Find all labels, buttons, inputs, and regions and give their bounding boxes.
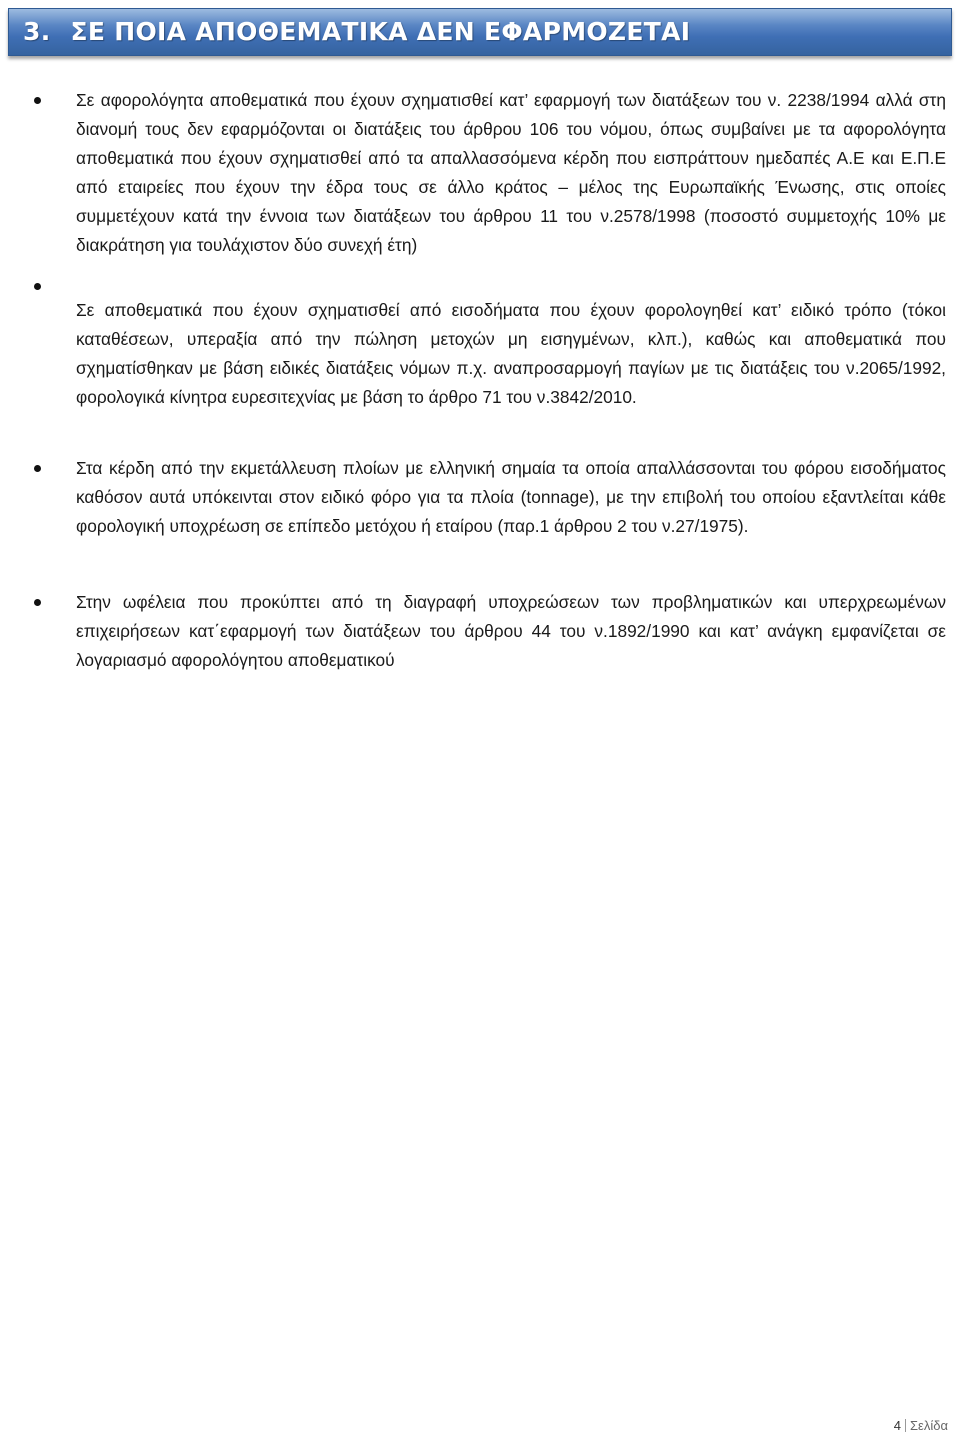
- section-title: ΣΕ ΠΟΙΑ ΑΠΟΘΕΜΑΤΙΚΑ ΔΕΝ ΕΦΑΡΜΟΖΕΤΑΙ: [70, 17, 691, 46]
- bullet-icon: [34, 465, 41, 472]
- bullet-icon: [34, 283, 41, 290]
- section-heading: [23, 17, 690, 46]
- list-item-3: Στα κέρδη από την εκμετάλλευση πλοίων με ελληνική σημαία τα οποία απαλλάσσονται του φόρου εισοδήματος καθόσον αυτά υπόκεινται στον ειδικό φόρο για τα πλοία (tonnage), με την επιβολή του οποίου εξαντλείται κάθε φορολογική υποχρέωση σε επίπεδο μετόχου ή εταίρου (παρ.1 άρθρου 2 του ν.27/1975).: [76, 458, 946, 536]
- section-heading-bar: [8, 8, 952, 56]
- list-item-2: Σε αποθεματικά που έχουν σχηματισθεί από εισοδήματα που έχουν φορολογηθεί κατ’ ειδικό τρόπο (τόκοι καταθέσεων, υπεραξία από την πώληση μετοχών μη εισηγμένων, κλπ.), καθώς και αποθεματικά που σχηματίσθηκαν με βάση ειδικές διατάξεις νόμων π.χ. αναπροσαρμογή παγίων με τις διατάξεις του ν.2065/1992, φορολογικά κίνητρα ευρεσιτεχνίας με βάση το άρθρο 71 του ν.3842/2010.: [76, 300, 946, 407]
- list-item-4: Στην ωφέλεια που προκύπτει από τη διαγραφή υποχρεώσεων των προβληματικών και υπερχρεωμένων επιχειρήσεων κατ΄εφαρμογή των διατάξεων του άρθρου 44 του ν.1892/1990 και κατ’ ανάγκη εμφανίζεται σε λογαριασμό αφορολόγητου αποθεματικού: [76, 592, 946, 670]
- list-item-1: Σε αφορολόγητα αποθεματικά που έχουν σχηματισθεί κατ’ εφαρμογή των διατάξεων του ν. 2238/1994 αλλά στη διανομή τους δεν εφαρμόζονται οι διατάξεις του άρθρου 106 του νόμου, όπως συμβαίνει με τα αφορολόγητα αποθεματικά που έχουν σχηματισθεί από τα απαλλασσόμενα κέρδη που εισπράττουν ημεδαπές Α.Ε και Ε.Π.Ε από εταιρείες που έχουν την έδρα τους σε άλλο κράτος – μέλος της Ευρωπαϊκής Ένωσης, στις οποίες συμμετέχουν κατά την έννοια των διατάξεων του άρθρου 11 του ν.2578/1998 (ποσοστό συμμετοχής 10% με διακράτηση για τουλάχιστον δύο συνεχή έτη): [76, 90, 946, 255]
- section-number: 3.: [23, 17, 51, 46]
- footer-divider: [905, 1419, 906, 1432]
- page-number: 4: [893, 1418, 902, 1433]
- page-footer: [894, 1418, 948, 1433]
- page-label: Σελίδα: [910, 1418, 948, 1433]
- bullet-icon: [34, 97, 41, 104]
- bullet-icon: [34, 599, 41, 606]
